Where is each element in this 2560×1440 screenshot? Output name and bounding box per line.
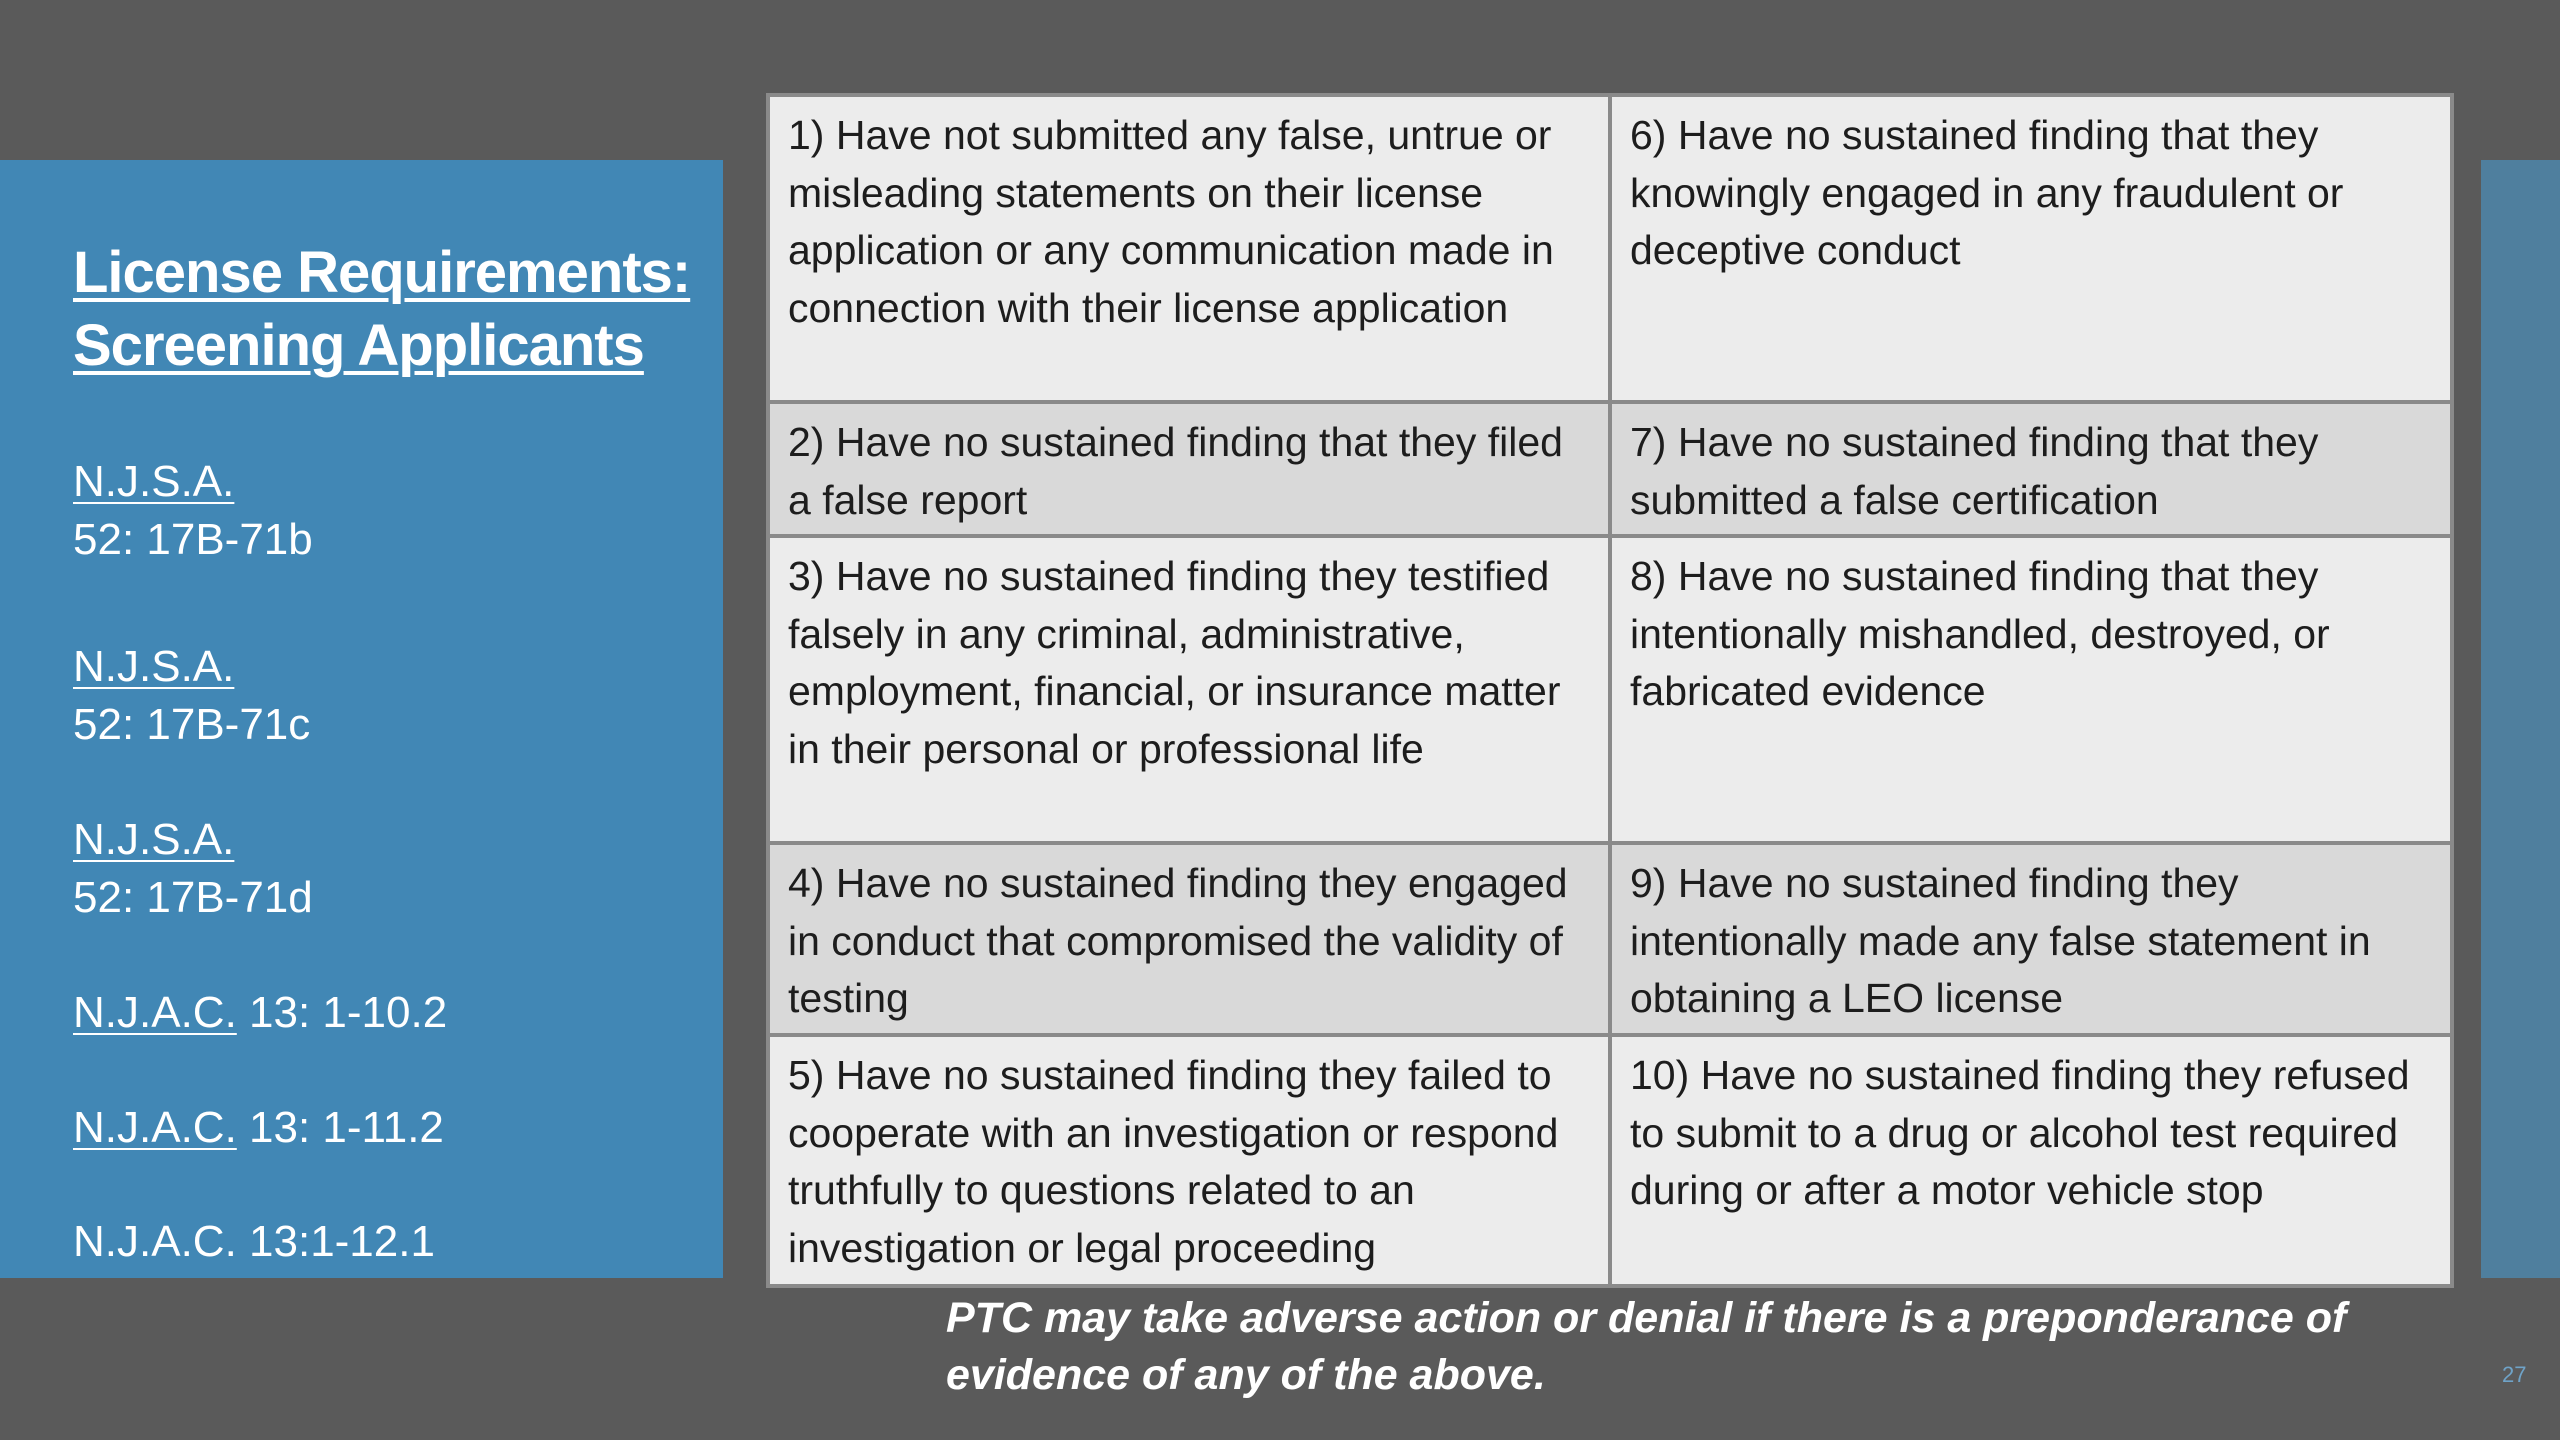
citation-code[interactable]: N.J.S.A. [73,457,235,506]
requirement-9: 9) Have no sustained finding they intentionally made any false statement in obtaining a LEO license [1610,843,2452,1035]
citation-code[interactable]: N.J.S.A. [73,815,235,864]
citation-5 [73,1099,444,1157]
requirement-8: 8) Have no sustained finding that they intentionally mishandled, destroyed, or fabricated evidence [1610,536,2452,843]
citation-section: 52: 17B-71d [73,873,313,922]
requirement-1: 1) Have not submitted any false, untrue or misleading statements on their license application or any communication made in connection with their license application [768,95,1610,402]
requirement-7: 7) Have no sustained finding that they submitted a false certification [1610,402,2452,536]
slide-title [73,236,713,382]
slide-title-line-1: License Requirements: [73,240,691,305]
requirement-2: 2) Have no sustained finding that they filed a false report [768,402,1610,536]
citation-section: 13: 1-11.2 [236,1103,444,1152]
requirement-5: 5) Have no sustained finding they failed to cooperate with an investigation or respond truthfully to questions related to an investigation or legal proceeding [768,1035,1610,1286]
citation-3 [73,811,313,927]
footnote: PTC may take adverse action or denial if there is a preponderance of evidence of any of the above. [946,1294,2347,1399]
citation-2 [73,638,310,754]
citation-1 [73,453,313,569]
citation-section: 13: 1-10.2 [236,988,448,1037]
citation-section: 52: 17B-71c [73,700,311,749]
citation-6 [73,1213,435,1271]
slide-title-line-2: Screening Applicants [73,313,644,378]
page-number: 27 [2502,1362,2527,1387]
requirements-table [766,93,2454,1288]
right-accent-strip [2481,160,2560,1278]
citation-section: 52: 17B-71b [73,515,313,564]
citation-code[interactable]: N.J.A.C. [73,988,237,1037]
table-row [768,536,2452,843]
table-row [768,95,2452,402]
table-row [768,1035,2452,1286]
requirement-4: 4) Have no sustained finding they engaged in conduct that compromised the validity of testing [768,843,1610,1035]
requirement-10: 10) Have no sustained finding they refused to submit to a drug or alcohol test required during or after a motor vehicle stop [1610,1035,2452,1286]
citation-4 [73,984,447,1042]
citation-code: N.J.A.C. 13:1-12.1 [73,1217,435,1266]
requirement-6: 6) Have no sustained finding that they knowingly engaged in any fraudulent or deceptive conduct [1610,95,2452,402]
citation-code[interactable]: N.J.A.C. [73,1103,237,1152]
requirement-3: 3) Have no sustained finding they testified falsely in any criminal, administrative, employment, financial, or insurance matter in their personal or professional life [768,536,1610,843]
citation-code[interactable]: N.J.S.A. [73,642,235,691]
table-row [768,402,2452,536]
table-row [768,843,2452,1035]
